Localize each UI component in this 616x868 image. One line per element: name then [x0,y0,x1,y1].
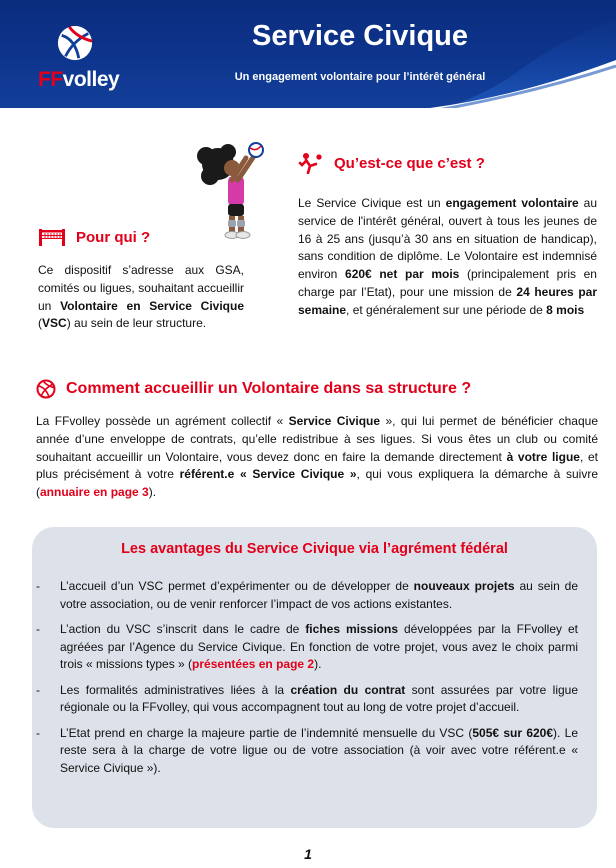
comment-text-2: », qui lui permet de bénéficier chaque année d’une enveloppe de contrats, qu’elle redistribue à ses ligues. Si vous êtes un club ou comité souhaitant accueillir un Volontaire, vous devez donc en faire la demande directement [36,414,598,464]
avantage-item [32,578,578,613]
pourqui-bold-2: VSC [42,316,67,331]
avantage-item [32,725,578,778]
heading-comment-text: Comment accueillir un Volontaire dans sa structure ? [66,380,472,397]
avantage-1-text-1: L’accueil d’un VSC permet d’expérimenter ou de développer de [60,579,414,593]
avantages-title: Les avantages du Service Civique via l’agrément fédéral [121,541,508,557]
quoi-bold-1: engagement volontaire [445,196,579,210]
avantage-4-text-1: L’Etat prend en charge la majeure partie de l’indemnité mensuelle du VSC ( [60,725,473,740]
avantage-item [32,682,578,717]
quoi-bold-3: 24 heures par semaine [298,284,597,317]
avantage-item [32,621,578,674]
bullet-dash: - [36,579,40,593]
avantage-3-text-2: sont assurées par votre ligue régionale ou la FFvolley, qui vous accompagnent tout au long de votre projet d’accueil. [60,682,579,714]
quoi-text-3: (principalement pris en charge par l’Etat), pour une mission de [298,267,597,299]
comment-bold-2: à votre ligue [506,449,580,464]
avantage-4-text-2: ). Le reste sera à la charge de votre ligue ou de votre association (à voir avec votre référent.e « Service Civique »). [60,725,578,775]
comment-text-4: , qui vous expliquera la démarche à suivre ( [36,467,599,500]
pourqui-paragraph [38,262,244,333]
page-number: 1 [304,846,312,862]
avantage-2-bold: fiches missions [305,622,398,636]
volleyball-icon [36,379,56,399]
quoi-text-4: , et généralement sur une période de [346,302,547,317]
avantage-2-text-3: ). [314,657,322,671]
avantage-2-text-2: développées par la FFvolley et agréées par l’Agence du Service Civique. En fonction de votre projet, vous avez le choix parmi trois « missions types » ( [60,622,578,671]
pourqui-bold-1: Volontaire en Service Civique [60,298,244,313]
avantage-4-bold: 505€ sur 620€ [472,725,554,740]
annuaire-page-reference: annuaire en page 3 [40,485,149,500]
volleyball-girl-illustration [188,136,278,246]
quoi-bold-2: 620€ net par mois [345,267,460,282]
page-header [0,0,616,108]
heading-pourqui-text: Pour qui ? [76,228,151,246]
missions-page-reference: présentées en page 2 [192,657,315,671]
logo-suffix: volley [62,68,120,91]
avantage-1-bold: nouveaux projets [413,579,515,593]
avantage-3-bold: création du contrat [290,682,406,697]
quoi-bold-4: 8 mois [546,302,585,317]
comment-paragraph [36,413,598,502]
quoi-paragraph [298,195,597,320]
page-subtitle: Un engagement volontaire pour l’intérêt général [234,71,486,83]
avantage-2-text-1: L’action du VSC s’inscrit dans le cadre de [60,622,306,636]
avantage-3-text-1: Les formalités administratives liées à la [60,682,291,697]
section-heading-comment [36,379,471,399]
volleyball-net-icon [38,228,66,246]
avantages-box [32,527,597,828]
quoi-text-2: au service de l'intérêt général, ouvert à tous les jeunes de 16 à 25 ans (jusqu’à 30 ans en situation de handicap), sans condition de diplôme. Le Volontaire est indemnisé environ [298,196,598,282]
heading-quoi-text: Qu’est-ce que c’est ? [334,154,485,172]
comment-text-1: La FFvolley possède un agrément collectif « [36,414,289,428]
bullet-dash: - [36,682,40,697]
comment-text-3: , et plus précisément à votre [36,449,599,482]
section-heading-pourqui [38,228,150,246]
quoi-text-1: Le Service Civique est un [298,196,446,210]
ffvolley-logo-text [38,68,119,92]
pourqui-text-1: Ce dispositif s’adresse aux GSA, comités ou ligues, souhaitant accueillir un [38,263,244,313]
volleyball-player-icon [298,152,324,174]
pourqui-text-2: ( [38,316,42,331]
section-heading-quoi [298,152,485,174]
avantages-list [32,578,597,785]
comment-bold-1: Service Civique [288,414,381,428]
avantage-1-text-2: au sein de votre association, ou de venir renforcer l’impact de vos actions existantes. [60,579,579,611]
bullet-dash: - [36,622,40,636]
ffvolley-logo-ball-icon [56,24,94,62]
logo-prefix: FF [38,68,63,91]
bullet-dash: - [36,725,40,740]
pourqui-text-3: ) au sein de leur structure. [66,316,207,331]
comment-text-5: ). [148,485,157,500]
comment-bold-3: référent.e « Service Civique » [179,467,357,482]
page-title: Service Civique [252,20,468,52]
